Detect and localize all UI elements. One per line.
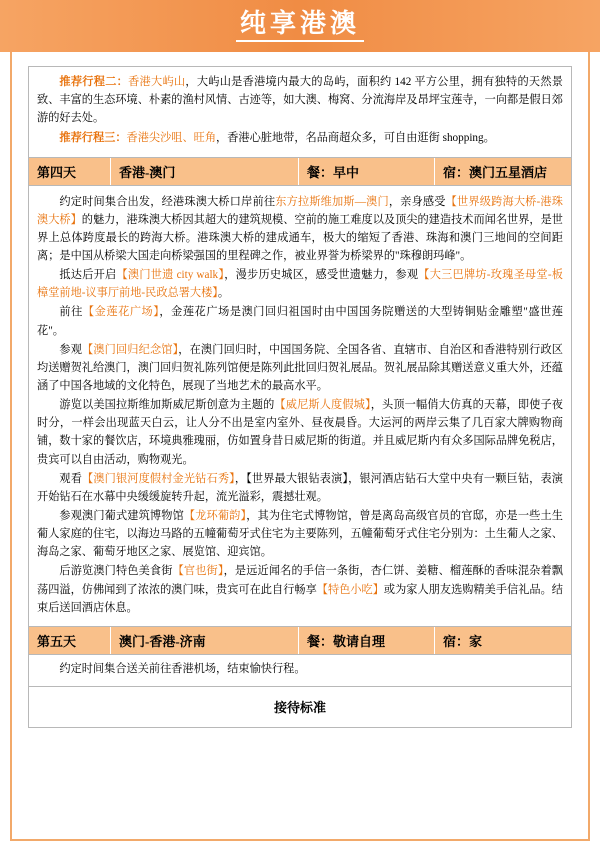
day5-text: 约定时间集合送关前往香港机场，结束愉快行程。 (59, 662, 306, 675)
body-text: 约定时间集合出发，经港珠澳大桥口岸前往 (59, 195, 276, 208)
body-text: 参观 (59, 343, 83, 356)
day4-body (28, 185, 572, 626)
highlight-text: 【澳门回归纪念馆】 (82, 343, 179, 356)
intro-block (28, 66, 572, 157)
body-text: 参观澳门葡式建筑博物馆 (59, 509, 184, 522)
intro-line-2-label: 推荐行程三： (59, 132, 127, 145)
body-text: 。 (217, 287, 230, 300)
day4-day-cell: 第四天 (29, 158, 111, 185)
day4-paragraph (37, 507, 563, 561)
highlight-text: 东方拉斯维加斯—澳门 (275, 195, 389, 208)
day4-paragraph (37, 341, 563, 395)
day4-route-cell: 香港-澳门 (111, 158, 299, 185)
body-text: 或为家人朋友选购精美手信礼品。结束后送回酒店休息。 (37, 583, 563, 614)
body-text: ，是远近闻名的手信一条街，杏仁饼、姜糖、榴莲酥的香味混杂着飘荡四溢，仿佛闻到了浓浓的澳门味，贵宾可在此自行畅享 (37, 565, 563, 596)
highlight-text: 【澳门世遗 city walk】 (116, 269, 225, 282)
highlight-text: 【大三巴牌坊-玫瑰圣母堂-板樟堂前地-议事厅前地-民政总署大楼】 (37, 269, 563, 300)
intro-line-1 (37, 73, 563, 127)
day5-meal-cell: 餐：敬请自理 (299, 627, 435, 654)
day5-day-cell: 第五天 (29, 627, 111, 654)
day4-stay-cell: 宿：澳门五星酒店 (443, 164, 548, 180)
day4-meal-cell: 餐：早中 (299, 158, 435, 185)
highlight-text: 【世界级跨海大桥-港珠澳大桥】 (37, 195, 563, 226)
banner-title: 纯享港澳 (236, 10, 364, 43)
reception-standard-title: 接待标准 (28, 686, 572, 728)
intro-line-2-text: ，香港心脏地带，名品商超众多，可自由逛街 shopping。 (216, 132, 495, 145)
body-text: ，其为住宅式博物馆，曾是离岛高级官员的官邸，亦是一些土生葡人家庭的住宅，以海边马路的五幢葡萄牙式住宅为主要陈列，五幢葡萄牙式住宅分别为：土生葡人之家、海岛之家、葡萄牙地区之家、展览馆、迎宾馆。 (37, 509, 563, 559)
body-text: 游览以美国拉斯维加斯威尼斯创意为主题的 (59, 399, 275, 412)
body-text: ，在澳门回归时，中国国务院、全国各省、直辖市、自治区和香港特别行政区均送赠贺礼给澳门，澳门回归贺礼陈列馆便是陈列此批回归贺礼展品。贺礼展品除其赠送意义重大外，还蕴涵了中国各地域的文化特色，展现了当地艺术的最高水平。 (37, 343, 563, 392)
day5-route-cell: 澳门-香港-济南 (111, 627, 299, 654)
intro-line-2-highlight: 香港尖沙咀、旺角 (126, 132, 217, 145)
highlight-text: 【金莲花广场】 (82, 306, 160, 319)
body-text: ，金莲花广场是澳门回归祖国时由中国国务院赠送的大型铸铜贴金雕塑"盛世莲花"。 (37, 306, 563, 337)
highlight-text: 【龙环葡韵】 (183, 509, 247, 522)
day5-stay-cell: 宿：家 (443, 633, 483, 649)
day5-body (28, 654, 572, 686)
body-text: ，亲身感受 (388, 195, 446, 208)
day4-paragraph (37, 193, 563, 266)
day4-paragraph (37, 470, 563, 506)
highlight-text: 【官也街】 (172, 565, 224, 578)
body-text: ，【世界最大银钻表演】，银河酒店钻石大堂中央有一颗巨钻，表演开始钻石在水幕中央缓缓旋转升起，流光溢彩，震撼壮观。 (37, 472, 563, 503)
intro-line-1-highlight: 香港大屿山 (128, 76, 186, 88)
intro-line-1-label: 推荐行程二： (59, 76, 129, 88)
body-text: 前往 (59, 306, 83, 319)
day4-paragraph (37, 396, 563, 469)
body-text: 后游览澳门特色美食街 (59, 565, 173, 578)
document-content (28, 66, 572, 728)
intro-line-2 (37, 129, 563, 147)
day4-paragraph (37, 266, 563, 302)
day4-header-row (28, 157, 572, 185)
body-text: 抵达后开启 (59, 269, 117, 282)
highlight-text: 【特色小吃】 (316, 583, 384, 596)
day5-header-row (28, 626, 572, 654)
body-text: 的魅力，港珠澳大桥因其超大的建筑规模、空前的施工难度以及顶尖的建造技术而闻名世界，是世界上总体跨度最长的跨海大桥。港珠澳大桥的建成通车，极大的缩短了香港、珠海和澳门三地间的空间距离；是中国从桥梁大国走向桥梁强国的里程碑之作，被业界誉为桥梁界的"珠穆朗玛峰"。 (37, 213, 563, 262)
highlight-text: 【澳门银河度假村金光钻石秀】 (82, 472, 235, 485)
body-text: ，头顶一幅俏大仿真的天幕，即使子夜时分，一样会出现蓝天白云，让人分不出是室内室外、昼夜晨昏。大运河的两岸云集了几百家大牌购物商铺，数十家的餐饮店，环境典雅瑰丽，仿如置身昔日威尼斯的街道。并且威尼斯内有众多国际品牌免税店，贵宾可以自由活动，购物观光。 (37, 399, 563, 466)
day4-paragraph (37, 303, 563, 339)
highlight-text: 【威尼斯人度假城】 (274, 399, 371, 412)
body-text: 观看 (59, 472, 83, 485)
body-text: ，漫步历史城区，感受世遗魅力，参观 (224, 269, 419, 282)
intro-line-1-text: ，大屿山是香港境内最大的岛屿，面积约 142 平方公里，拥有独特的天然景致、丰富的生态环境、朴素的渔村风情、古迹等，如大澳、梅窝、分流海岸及昂坪宝莲寺，一向都是假日郊游的好去处。 (37, 76, 563, 125)
page-banner (0, 0, 600, 52)
day4-paragraph (37, 562, 563, 616)
